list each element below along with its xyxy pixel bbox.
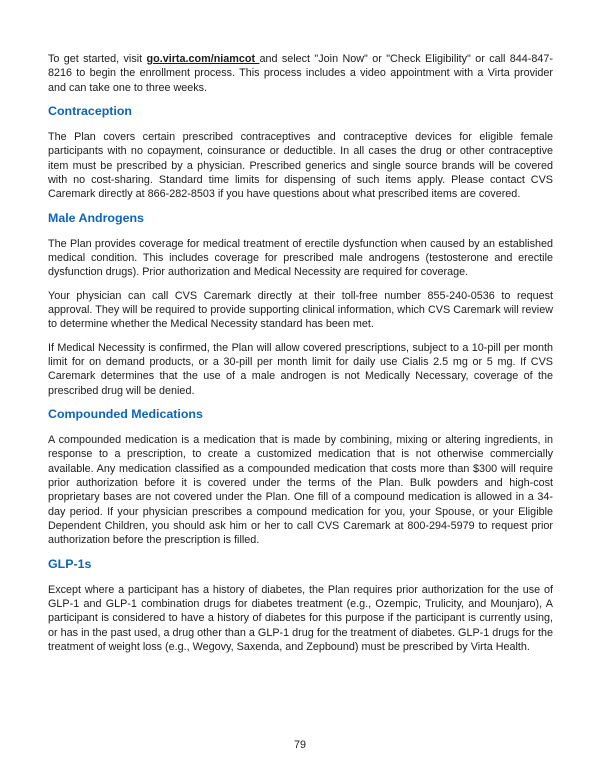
section-heading-contraception: Contraception bbox=[48, 103, 132, 118]
page-number: 79 bbox=[293, 739, 306, 751]
section-heading-glp-1s: GLP-1s bbox=[48, 556, 92, 571]
intro-text-after-link: and select "Join Now" or "Check Eligibility" or call 844-847-8216 to begin the enrollment process. This process includes a video appointment with a Virta provider and can take one to three weeks. bbox=[48, 53, 553, 94]
section-heading-compounded-medications: Compounded Medications bbox=[48, 406, 203, 421]
page-content bbox=[48, 52, 553, 663]
intro-paragraph bbox=[48, 52, 553, 95]
virta-enrollment-link[interactable]: go.virta.com/niamcot bbox=[146, 53, 260, 65]
section-heading-male-androgens: Male Androgens bbox=[48, 210, 144, 225]
intro-text-before-link: To get started, visit bbox=[48, 53, 147, 65]
male-androgens-paragraph-3: If Medical Necessity is confirmed, the Plan will allow covered prescriptions, subject to a 10-pill per month limit for on demand products, or a 30-pill per month limit for daily use Cialis 2.5 mg or 5 mg. If CVS Caremark determines that the use of a male androgen is not Medically Necessary, coverage of the prescribed drug will be denied. bbox=[48, 341, 553, 397]
compounded-medications-paragraph: A compounded medication is a medication that is made by combining, mixing or altering ingredients, in response to a prescription, to create a customized medication that is not otherwise commercially available. Any medication classified as a compounded medication that costs more than $300 will require prior authorization before it is covered under the terms of the Plan. Bulk powders and high-cost proprietary bases are not covered under the Plan. One fill of a compound medication is allowed in a 34-day period. If your physician prescribes a compound medication for you, your Spouse, or your Eligible Dependent Children, you should ask him or her to call CVS Caremark at 800-294-5979 to request prior authorization before the prescription is filled. bbox=[48, 433, 553, 547]
contraception-paragraph: The Plan covers certain prescribed contraceptives and contraceptive devices for eligible female participants with no copayment, coinsurance or deductible. In all cases the drug or other contraceptive item must be prescribed by a physician. Prescribed generics and single source brands will be covered with no cost-sharing. Standard time limits for dispensing of such items apply. Please contact CVS Caremark directly at 866-282-8503 if you have questions about what prescribed items are covered. bbox=[48, 130, 553, 201]
male-androgens-paragraph-1: The Plan provides coverage for medical treatment of erectile dysfunction when caused by an established medical condition. This includes coverage for prescribed male androgens (testosterone and erectile dysfunction drugs). Prior authorization and Medical Necessity are required for coverage. bbox=[48, 237, 553, 279]
glp-1s-paragraph: Except where a participant has a history of diabetes, the Plan requires prior authorization for the use of GLP-1 and GLP-1 combination drugs for diabetes treatment (e.g., Ozempic, Trulicity, and Mounjaro), A participant is considered to have a history of diabetes for this purpose if the participant is currently using, or has in the past used, a drug other than a GLP-1 drug for the treatment of diabetes. GLP-1 drugs for the treatment of weight loss (e.g., Wegovy, Saxenda, and Zepbound) must be prescribed by Virta Health. bbox=[48, 583, 553, 653]
male-androgens-paragraph-2: Your physician can call CVS Caremark directly at their toll-free number 855-240-0536 to request approval. They will be required to provide supporting clinical information, which CVS Caremark will review to determine whether the Medical Necessity standard has been met. bbox=[48, 289, 553, 331]
